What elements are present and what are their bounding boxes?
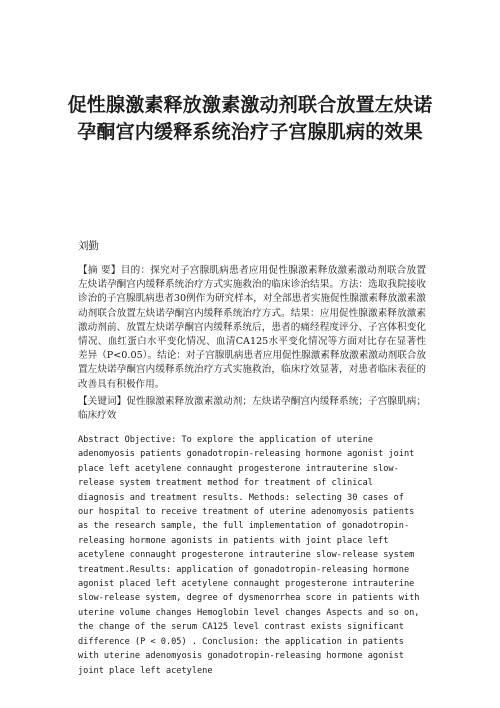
english-abstract: Abstract Objective: To explore the application of uterine adenomyosis patients gonadotropin-releasing hormone agonist joint place left acetylene connaught progesterone intrauterine slow-release system treatment method for treatment of clinical diagnosis and treatment results. Methods: selecting 30 cases of our hospital to receive treatment of uterine adenomyosis patients as the research sample, the full implementation of gonadotropin-releasing hormone agonists in patients with joint place left acetylene connaught progesterone intrauterine slow-release system treatment.Results: application of gonadotropin-releasing hormone agonist placed left acetylene connaught progesterone intrauterine slow-release system, degree of dysmenorrhea score in patients with uterine volume changes Hemoglobin level changes Aspects and so on, the change of the serum CA125 level contrast exists significant difference (P < 0.05) . Conclusion: the application in patients with uterine adenomyosis gonadotropin-releasing hormone agonist joint place left acetylene [78, 435, 420, 676]
chinese-abstract: 【摘 要】目的：探究对子宫腺肌病患者应用促性腺激素释放激素激动剂联合放置左炔诺孕酮宫内缓释系统治疗方式实施救治的临床诊治结果。方法：选取我院接收诊治的子宫腺肌病患者30例作为研究样本，对全部患者实施促性腺激素释放激素激动剂联合放置左炔诺孕酮宫内缓释系统治疗方式。结果：应用促性腺激素释放激素激动剂前、放置左炔诺孕酮宫内缓释系统后，患者的痛经程度评分、子宫体积变化情况、血红蛋白水平变化情况、血清CA125水平变化情况等方面对比存在显著性差异（P<0.05）。结论：对子宫腺肌病患者应用促性腺激素释放激素激动剂联合放置左炔诺孕酮宫内缓释系统治疗方式实施救治，临床疗效显著，对患者临床表征的改善具有积极作用。 [78, 265, 426, 390]
paper-title: 促性腺激素释放激素激动剂联合放置左炔诺孕酮宫内缓释系统治疗子宫腺肌病的效果 [67, 94, 433, 143]
chinese-keywords: 【关键词】促性腺激素释放激素激动剂；左炔诺孕酮宫内缓释系统；子宫腺肌病；临床疗效 [78, 396, 426, 422]
author-name: 刘勤 [78, 240, 99, 252]
